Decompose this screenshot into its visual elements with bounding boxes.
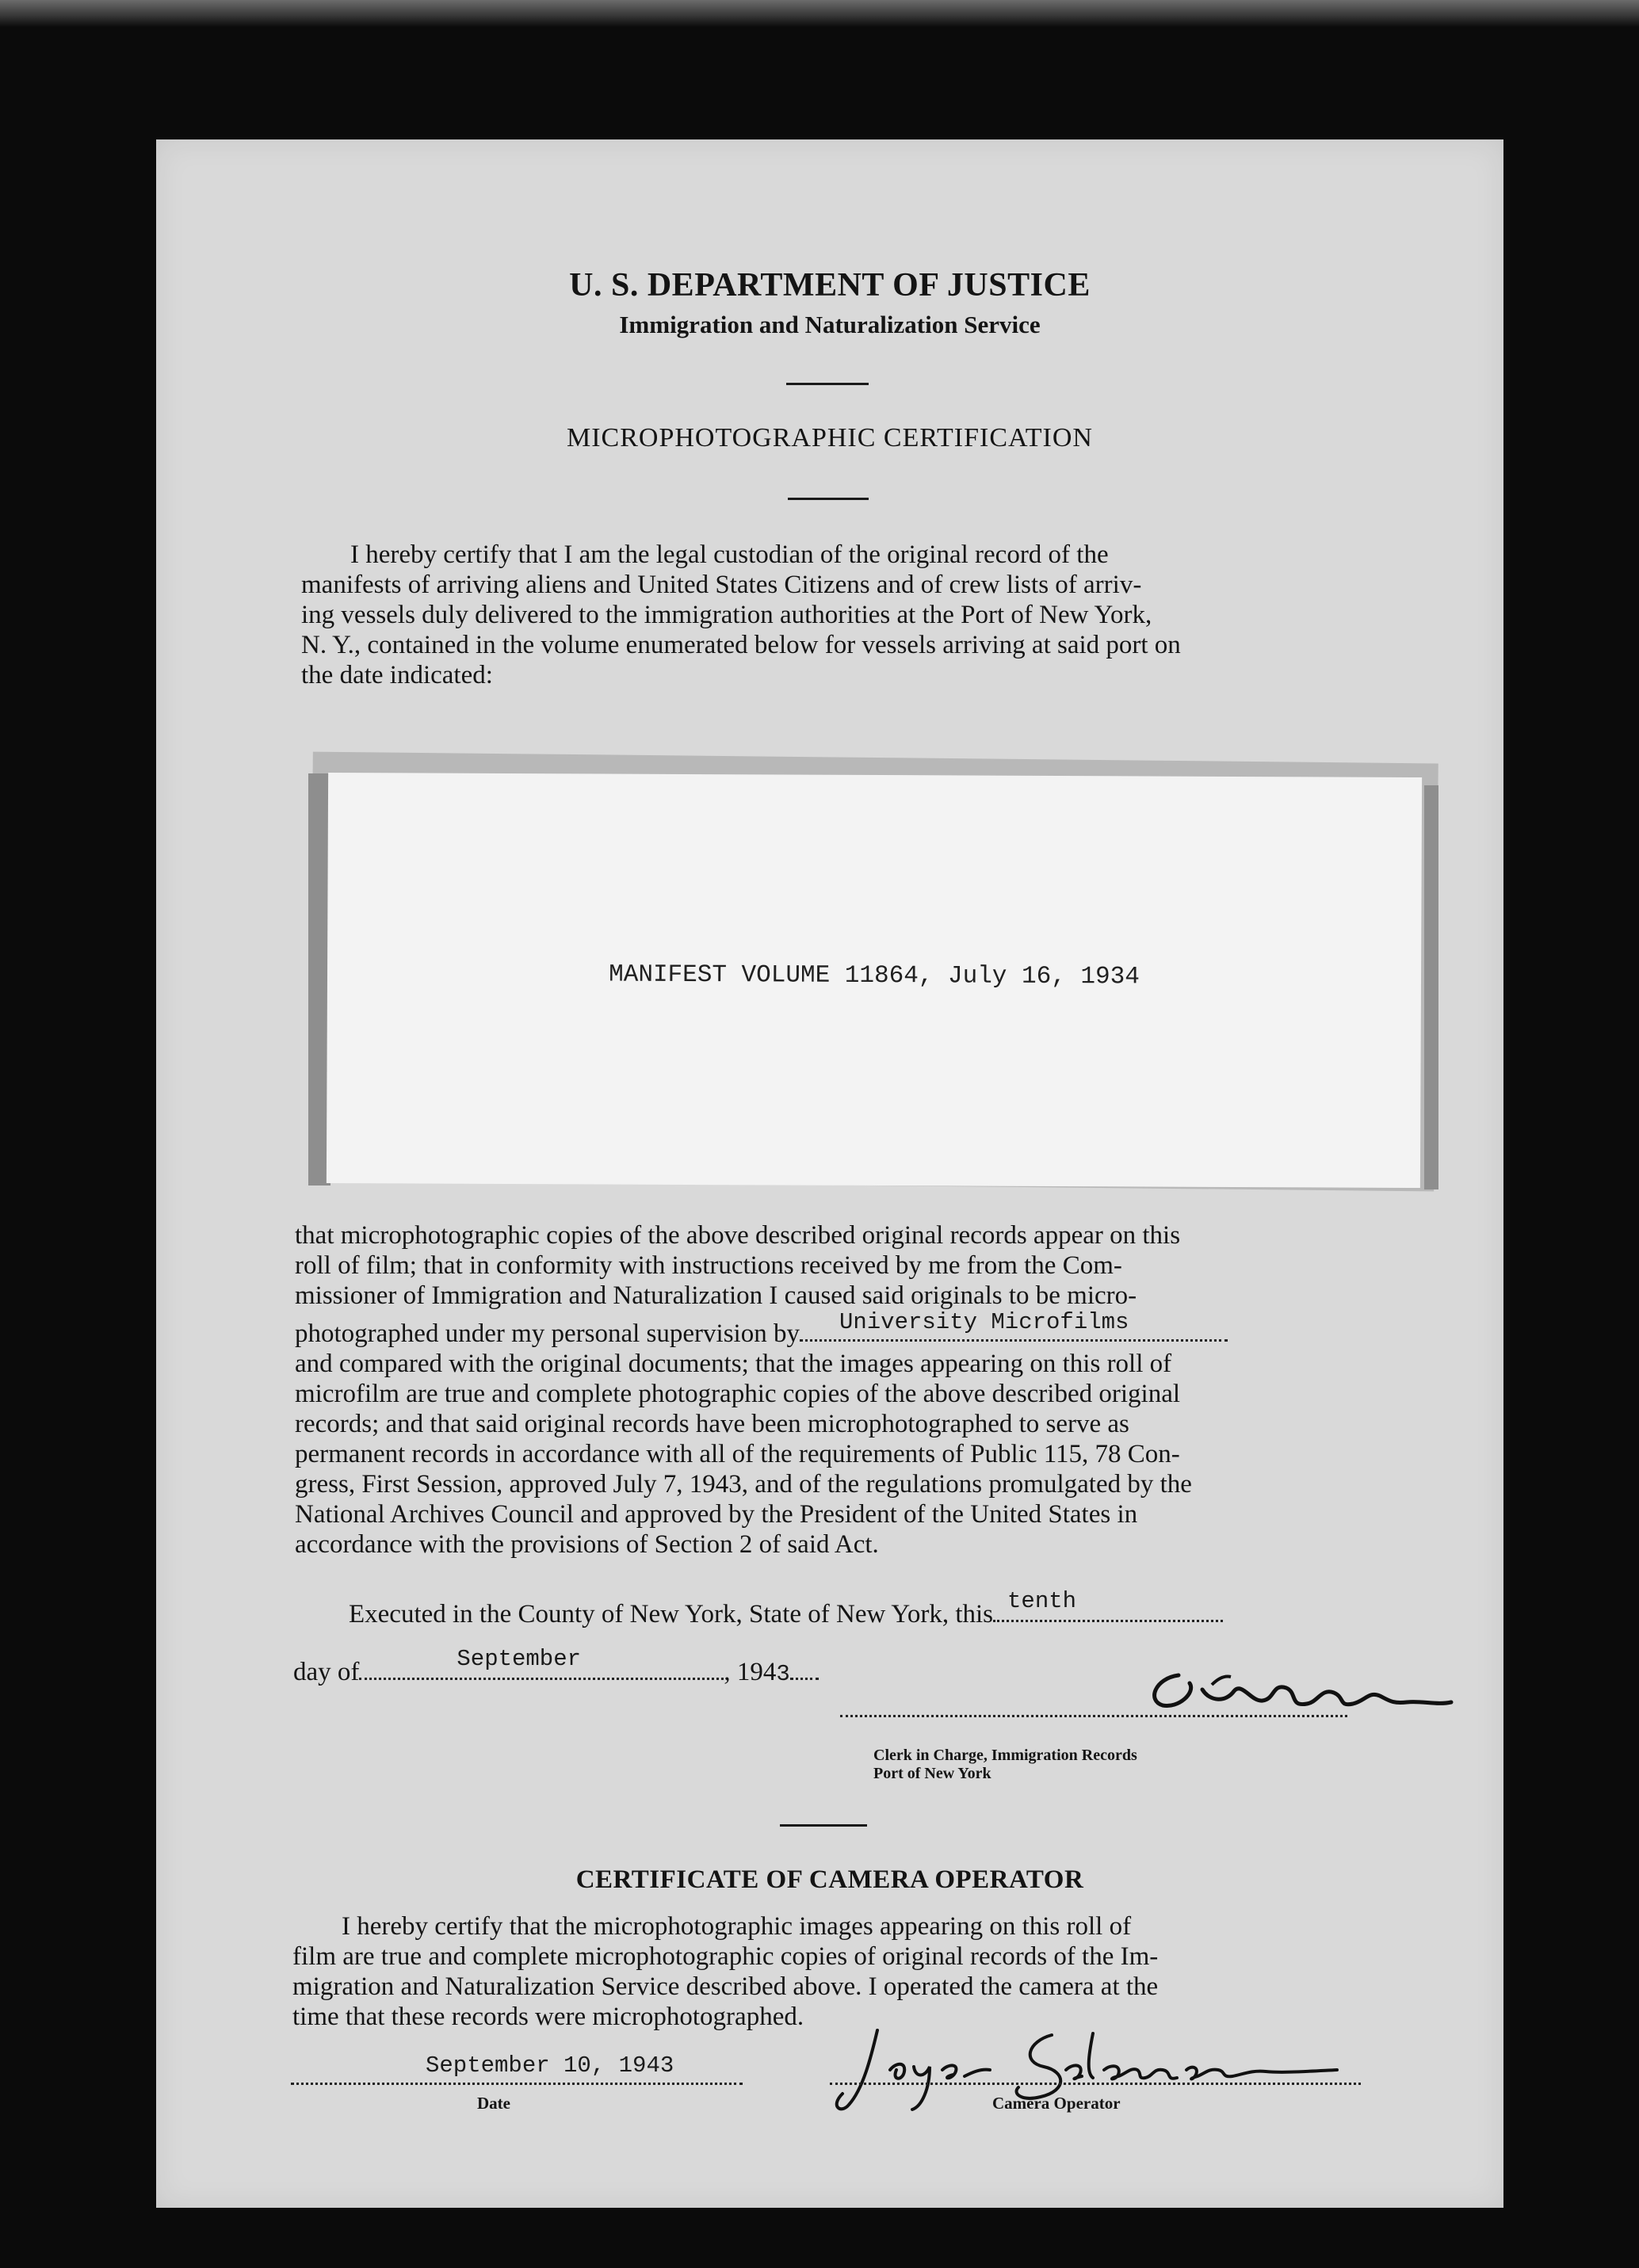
intro-line: the date indicated:	[301, 661, 493, 689]
operator-date-value: September 10, 1943	[426, 2052, 674, 2079]
clerk-signature-line	[840, 1713, 1347, 1717]
operator-signature-line	[830, 2081, 1361, 2085]
certificate-page	[156, 139, 1503, 2208]
year-digit: 3	[776, 1661, 790, 1687]
execution-label: Executed in the County of New York, State of New York, this	[349, 1600, 994, 1628]
department-heading: U. S. DEPARTMENT OF JUSTICE	[569, 267, 1091, 304]
supervision-line	[295, 1309, 1357, 1349]
body-line: that microphotographic copies of the above described original records appear on this	[295, 1221, 1181, 1250]
supervisor-value: University Microfilms	[839, 1309, 1129, 1335]
film-strip-edge	[0, 0, 1639, 27]
intro-line: N. Y., contained in the volume enumerated below for vessels arriving at said port on	[301, 631, 1181, 659]
supervision-label: photographed under my personal supervision by	[295, 1319, 800, 1348]
certification-title: MICROPHOTOGRAPHIC CERTIFICATION	[566, 423, 1093, 452]
body-line: and compared with the original documents; that the images appearing on this roll of	[295, 1350, 1172, 1378]
divider	[780, 1824, 867, 1827]
body-line: permanent records in accordance with all of the requirements of Public 115, 78 Con-	[295, 1440, 1180, 1468]
volume-slip	[327, 773, 1422, 1188]
body-line: gress, First Session, approved July 7, 1943, and of the regulations promulgated by the	[295, 1470, 1192, 1499]
body-line: microfilm are true and complete photographic copies of the above described original	[295, 1380, 1181, 1408]
operator-line: film are true and complete microphotographic copies of original records of the Im-	[292, 1942, 1159, 1971]
operator-paragraph	[292, 1911, 1348, 2032]
operator-line: time that these records were microphotographed.	[292, 2003, 804, 2031]
body-line: records; and that said original records have been microphotographed to serve as	[295, 1410, 1129, 1438]
operator-line: I hereby certify that the microphotographic images appearing on this roll of	[342, 1912, 1132, 1941]
operator-certificate-title: CERTIFICATE OF CAMERA OPERATOR	[575, 1865, 1084, 1894]
body-line: accordance with the provisions of Section 2 of said Act.	[295, 1530, 879, 1559]
date-line	[293, 1646, 819, 1687]
intro-paragraph	[301, 540, 1358, 690]
camera-operator-label: Camera Operator	[992, 2094, 1121, 2113]
date-line-rule	[291, 2081, 743, 2085]
clerk-title-line: Clerk in Charge, Immigration Records	[873, 1747, 1137, 1764]
divider	[788, 498, 869, 500]
day-value: tenth	[1007, 1588, 1077, 1614]
date-label: Date	[477, 2094, 510, 2113]
intro-line: I hereby certify that I am the legal custodian of the original record of the	[350, 540, 1109, 569]
supervisor-field	[800, 1309, 1228, 1342]
service-heading: Immigration and Naturalization Service	[619, 311, 1041, 338]
execution-line	[349, 1588, 1223, 1629]
operator-line: migration and Naturalization Service described above. I operated the camera at the	[292, 1972, 1159, 2001]
clerk-title	[873, 1747, 1137, 1783]
manifest-volume-text: MANIFEST VOLUME 11864, July 16, 1934	[609, 960, 1140, 991]
divider	[786, 383, 869, 385]
day-field	[993, 1588, 1223, 1622]
body-paragraph	[295, 1220, 1357, 1560]
day-of-label: day of	[293, 1658, 360, 1686]
month-field	[359, 1646, 724, 1680]
clerk-title-line: Port of New York	[873, 1765, 991, 1782]
intro-line: manifests of arriving aliens and United States Citizens and of crew lists of arriv-	[301, 571, 1142, 599]
body-line: National Archives Council and approved by the President of the United States in	[295, 1500, 1138, 1529]
month-value: September	[457, 1646, 582, 1672]
slip-edge	[1424, 785, 1438, 1189]
year-prefix: , 194	[724, 1658, 777, 1686]
intro-line: ing vessels duly delivered to the immigration authorities at the Port of New York,	[301, 601, 1152, 629]
body-line: roll of film; that in conformity with instructions received by me from the Com-	[295, 1251, 1122, 1280]
body-line: missioner of Immigration and Naturalization I caused said originals to be micro-	[295, 1281, 1137, 1310]
